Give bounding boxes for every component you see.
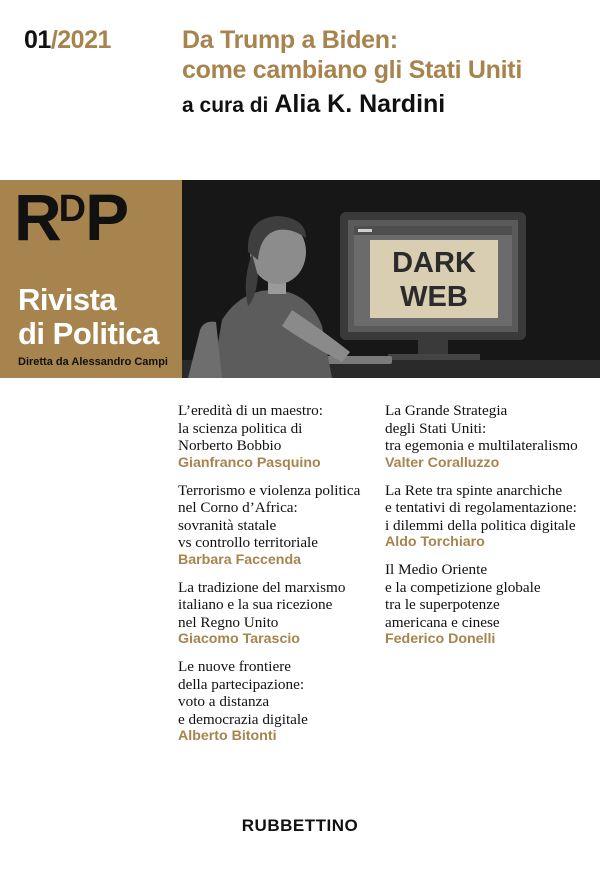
issue-title-line2: come cambiano gli Stati Uniti [182,56,522,84]
toc-item [178,482,368,569]
screen-text-line2: WEB [400,281,468,313]
director-credit: Diretta da Alessandro Campi [18,356,168,368]
article-title: La Rete tra spinte anarchiche e tentativi di regolamentazione: i dilemmi della politica digitale [385,481,577,534]
toc-item [178,402,368,472]
issue-year: 2021 [57,26,111,54]
article-author: Valter Coralluzzo [385,454,500,471]
magazine-name-line1: Rivista [18,282,117,317]
woman-at-computer-illustration [182,180,600,378]
article-title: La Grande Strategia degli Stati Uniti: tra egemonia e multilateralismo [385,402,578,454]
logo-d: D [58,188,86,230]
brand-panel [0,180,182,378]
publisher-logo: RUBBETTINO [241,816,359,835]
toc-item [178,658,368,745]
article-title: La tradizione del marxismo italiano e la sua ricezione nel Regno Unito [178,578,346,631]
issue-title-line1: Da Trump a Biden: [182,26,398,54]
editor-prefix: a cura di [182,94,269,117]
editor-name: Alia K. Nardini [274,90,446,118]
article-title: L’eredità di un maestro: la scienza politica di Norberto Bobbio [178,402,323,454]
article-author: Aldo Torchiaro [385,534,485,550]
rdp-logo [14,180,127,254]
article-author: Alberto Bitonti [178,728,277,744]
article-author: Giacomo Tarascio [178,631,300,647]
article-title: Terrorismo e violenza politica nel Corno d’Africa: sovranità statale vs controllo territoriale [178,481,361,551]
toc-item [385,561,595,648]
magazine-name-line2: di Politica [18,316,159,351]
toc-item [178,579,368,649]
screen-text-line1: DARK [392,247,476,279]
article-title: Il Medio Oriente e la competizione globale tra le superpotenze americana e cinese [385,561,541,631]
editor-credit [182,90,445,119]
issue-number-value: 01 [24,26,51,54]
article-author: Gianfranco Pasquino [178,454,321,471]
cover-illustration [182,180,600,378]
issue-number [24,26,111,55]
toc-right-column [385,402,595,658]
cover-header [0,0,600,180]
cover-band [0,180,600,378]
logo-p: P [85,180,127,254]
issue-separator: / [50,26,58,54]
toc-item [385,402,595,472]
article-author: Barbara Faccenda [178,551,302,568]
article-author: Federico Donelli [385,631,496,647]
article-title: Le nuove frontiere della partecipazione: voto a distanza e democrazia digitale [178,658,308,728]
toc-left-column [178,402,368,755]
toc-item [385,482,595,552]
logo-r: R [14,180,59,254]
